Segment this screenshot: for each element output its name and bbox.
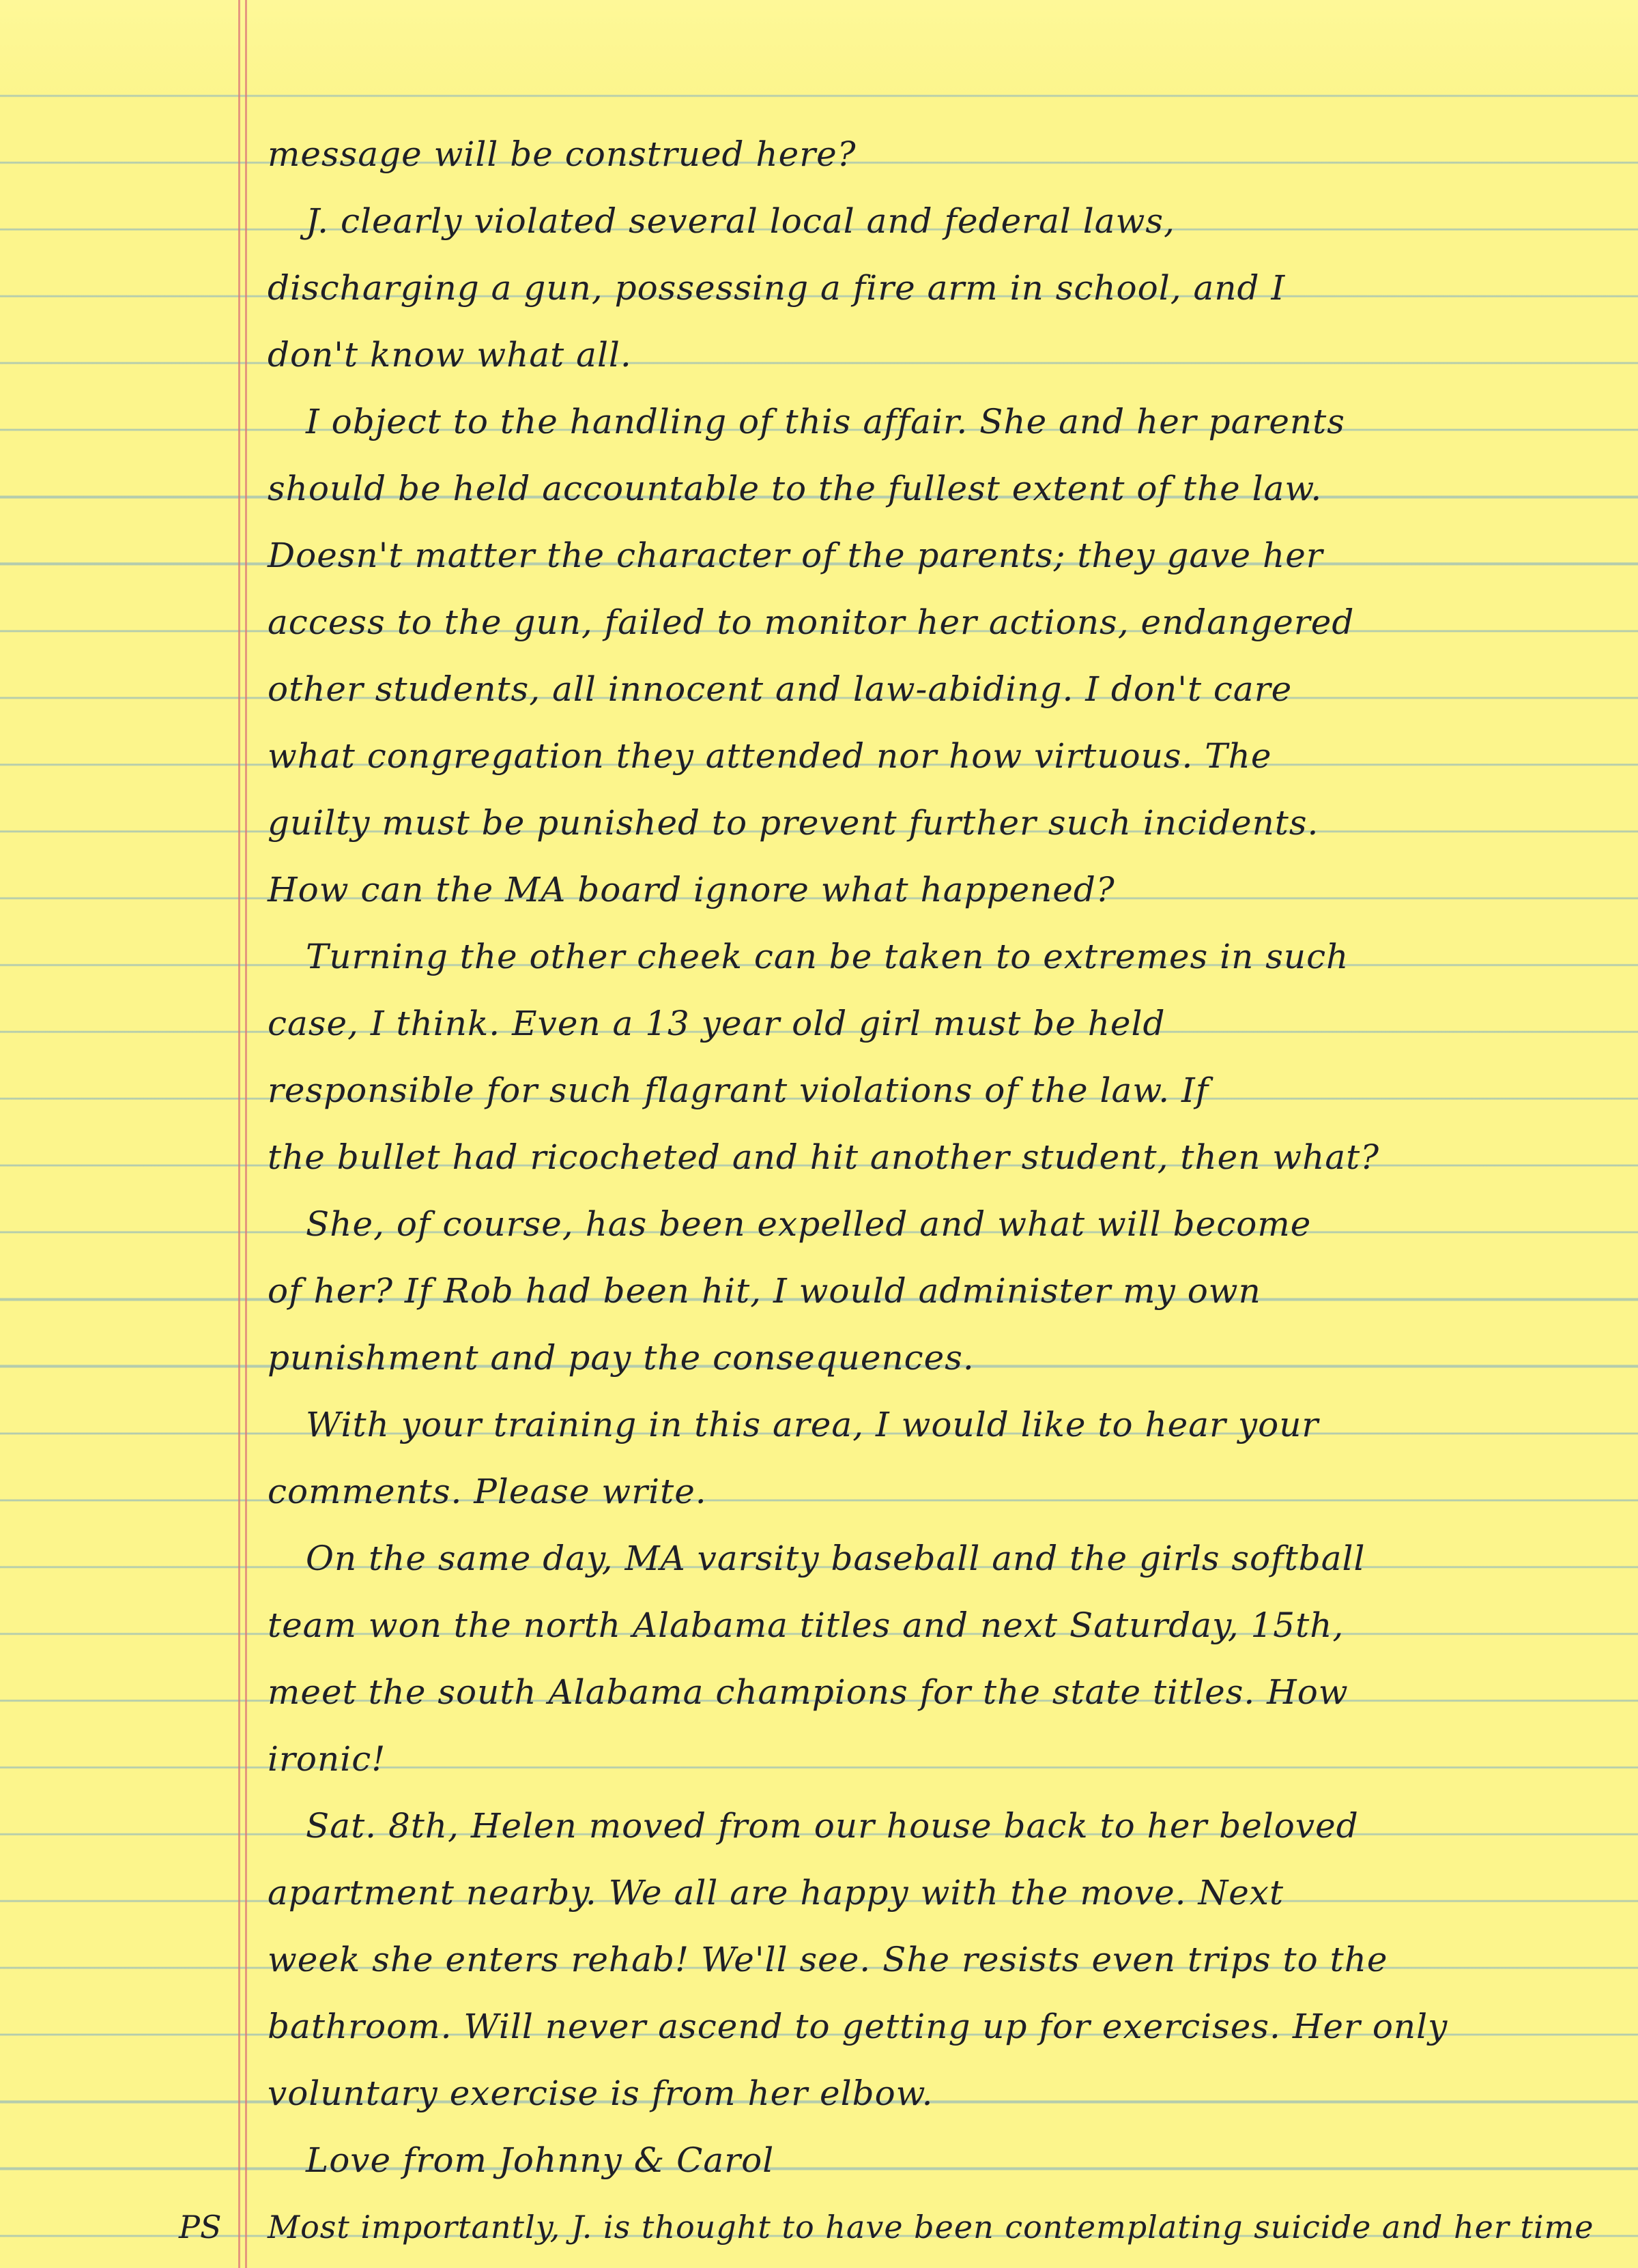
letter-line: voluntary exercise is from her elbow. xyxy=(268,2074,934,2113)
letter-line: of her? If Rob had been hit, I would administer my own xyxy=(268,1271,1261,1311)
letter-line: On the same day, MA varsity baseball and the girls softball xyxy=(306,1539,1366,1578)
letter-line: responsible for such flagrant violations of the law. If xyxy=(268,1071,1209,1110)
letter-line: apartment nearby. We all are happy with the move. Next xyxy=(268,1873,1284,1913)
letter-line: J. clearly violated several local and federal laws, xyxy=(306,201,1175,241)
margin-rule-right xyxy=(245,0,247,2268)
letter-line: I object to the handling of this affair. She and her parents xyxy=(306,402,1345,441)
ps-label: PS xyxy=(179,2209,222,2245)
letter-line: comments. Please write. xyxy=(268,1472,707,1511)
letter-line: don't know what all. xyxy=(268,335,632,375)
margin-rule-left xyxy=(238,0,240,2268)
letter-line: message will be construed here? xyxy=(268,134,857,174)
letter-line: punishment and pay the consequences. xyxy=(268,1338,975,1378)
letter-line: should be held accountable to the fullest extent of the law. xyxy=(268,469,1323,508)
letter-signature: Love from Johnny & Carol xyxy=(306,2140,775,2180)
letter-line: Turning the other cheek can be taken to extremes in such xyxy=(306,937,1349,976)
letter-line: How can the MA board ignore what happened? xyxy=(268,870,1115,910)
letter-line: what congregation they attended nor how virtuous. The xyxy=(268,736,1272,776)
letter-line: Sat. 8th, Helen moved from our house back to her beloved xyxy=(306,1806,1359,1846)
letter-line: case, I think. Even a 13 year old girl must be held xyxy=(268,1004,1166,1043)
letter-line: discharging a gun, possessing a fire arm in school, and I xyxy=(268,268,1286,308)
letter-line: She, of course, has been expelled and what will become xyxy=(306,1204,1312,1244)
letter-line: guilty must be punished to prevent further such incidents. xyxy=(268,803,1319,843)
letter-line: meet the south Alabama champions for the state titles. How xyxy=(268,1672,1349,1712)
letter-line: access to the gun, failed to monitor her actions, endangered xyxy=(268,602,1355,642)
letter-line: week she enters rehab! We'll see. She resists even trips to the xyxy=(268,1940,1388,1979)
postscript-line: Most importantly, J. is thought to have been contemplating suicide and her time xyxy=(268,2209,1594,2245)
letter-line: bathroom. Will never ascend to getting up for exercises. Her only xyxy=(268,2007,1448,2046)
letter-line: With your training in this area, I would like to hear your xyxy=(306,1405,1319,1444)
letter-line: the bullet had ricocheted and hit another student, then what? xyxy=(268,1137,1380,1177)
letter-line: Doesn't matter the character of the parents; they gave her xyxy=(268,536,1323,575)
letter-line: team won the north Alabama titles and next Saturday, 15th, xyxy=(268,1605,1345,1645)
letter-line: other students, all innocent and law-abiding. I don't care xyxy=(268,669,1293,709)
letter-line: ironic! xyxy=(268,1739,386,1779)
